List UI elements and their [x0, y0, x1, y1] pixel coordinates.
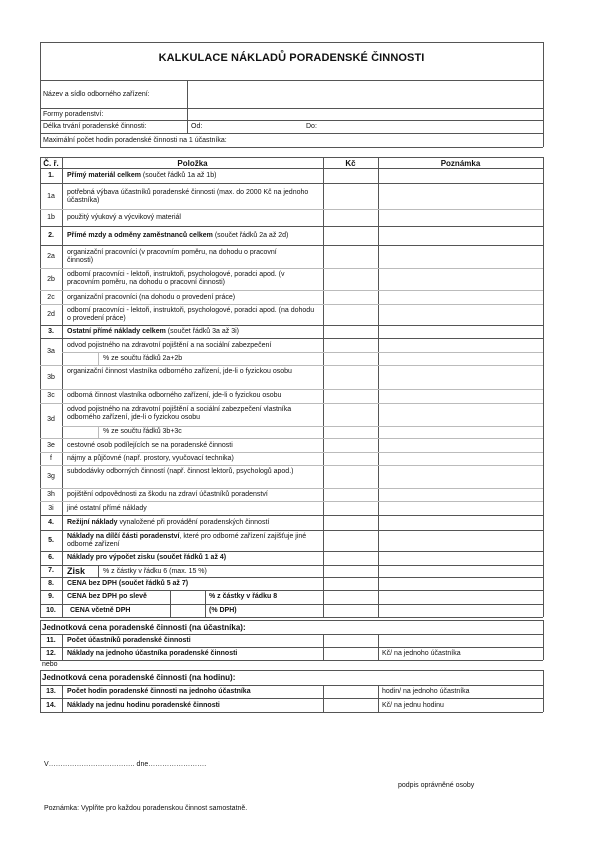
row-3a-percent-input[interactable]	[63, 353, 97, 364]
row-no-14: 14.	[46, 702, 56, 709]
row-no-3c: 3c	[47, 392, 55, 399]
row-3d-percent-input[interactable]	[63, 427, 97, 437]
row-2b-label: odborní pracovníci - lektoři, instruktoři, psychologové, poradci apod. (v pracovním poměru, na dohodu o pracovní činnosti)	[67, 271, 285, 286]
kc-cell-14[interactable]	[324, 699, 377, 712]
row-10-vat-label: (% DPH)	[209, 607, 237, 614]
row-no-13: 13.	[46, 688, 56, 695]
row-no-2b: 2b	[47, 276, 55, 283]
col-header-no: Č. ř.	[43, 159, 59, 168]
row-no-7: 7.	[48, 567, 54, 574]
from-label: Od:	[191, 123, 203, 130]
row-3-hint: (součet řádků 3a až 3i)	[165, 328, 239, 335]
row-no-9: 9.	[48, 593, 54, 600]
row-5-hint: , které pro odborné zařízení zajišťuje jiné odborné zařízení	[67, 533, 307, 548]
row-no-10: 10.	[46, 607, 56, 614]
row-1a-label: potřebná výbava účastníků poradenské činnosti (max. do 2000 Kč na jednoho účastníka)	[67, 189, 309, 204]
row-9-percent-input[interactable]	[171, 591, 204, 603]
row-2-label	[67, 232, 288, 240]
row-no-2a: 2a	[47, 253, 55, 260]
row-7-percent-label: % z částky v řádku 6 (max. 15 %)	[103, 568, 207, 575]
row-no-3e: 3e	[47, 442, 55, 449]
row-no-1a: 1a	[47, 193, 55, 200]
row-no-3a: 3a	[47, 348, 55, 355]
row-2-hint: (součet řádků 2a až 2d)	[212, 232, 289, 239]
row-no-2c: 2c	[47, 294, 55, 301]
row-no-3b: 3b	[47, 374, 55, 381]
row-8-label: CENA bez DPH (součet řádků 5 až 7)	[67, 580, 189, 587]
row-2-title: Přímé mzdy a odměny zaměstnanců celkem	[67, 232, 213, 239]
row-no-2: 2.	[48, 232, 54, 239]
kc-cell-5[interactable]	[324, 531, 377, 551]
row-5-label	[67, 533, 317, 549]
row-no-3: 3.	[48, 328, 54, 335]
row-4-title: Režijní náklady	[67, 519, 118, 526]
row-13-label: Počet hodin poradenské činnosti na jednoho účastníka	[67, 688, 251, 695]
row-3d-percent-label: % ze součtu řádků 3b+3c	[103, 428, 182, 435]
row-no-6: 6.	[48, 554, 54, 561]
row-3g-label: subdodávky odborných činností (např. činnost lektorů, psychologů apod.)	[67, 468, 294, 475]
row-12-note: Kč/ na jednoho účastníka	[382, 650, 461, 657]
row-no-1: 1.	[48, 172, 54, 179]
col-header-kc: Kč	[345, 159, 356, 168]
place-date-line: V………………………………. dne…………………….	[44, 761, 207, 768]
kc-cell-2[interactable]	[324, 227, 377, 245]
kc-cell-4[interactable]	[324, 516, 377, 530]
kc-cell-1a[interactable]	[324, 184, 377, 209]
row-3f-label: nájmy a půjčovné (např. prostory, vyučovací technika)	[67, 455, 234, 462]
row-3c-label: odborná činnost vlastníka odborného zařízení, jde-li o fyzickou osobu	[67, 392, 282, 399]
to-label: Do:	[306, 123, 317, 130]
row-2d-label: odborní pracovníci - lektoři, instruktoři, psychologové, poradci apod. (na dohodu o provedení práce)	[67, 307, 315, 322]
row-1b-label: použitý výukový a výcvikový materiál	[67, 214, 181, 221]
row-no-12: 12.	[46, 650, 56, 657]
row-11-label: Počet účastníků poradenské činnosti	[67, 637, 191, 644]
max-hours-label: Maximální počet hodin poradenské činnosti na 1 účastníka:	[43, 137, 227, 144]
row-1-label	[67, 172, 216, 180]
row-no-5: 5.	[48, 537, 54, 544]
page-title: KALKULACE NÁKLADŮ PORADENSKÉ ČINNOSTI	[158, 52, 425, 64]
row-no-2d: 2d	[47, 311, 55, 318]
signature-label: podpis oprávněné osoby	[398, 782, 475, 789]
row-2c-label: organizační pracovníci (na dohodu o provedení práce)	[67, 294, 236, 301]
footer-note: Poznámka: Vyplňte pro každou poradenskou činnost samostatně.	[44, 805, 248, 812]
kc-cell-6[interactable]	[324, 552, 377, 565]
row-no-4: 4.	[48, 519, 54, 526]
facility-name-field[interactable]	[188, 81, 542, 108]
kc-cell-11[interactable]	[324, 635, 377, 647]
row-1-hint: (součet řádků 1a až 1b)	[140, 172, 217, 179]
kc-cell-8[interactable]	[324, 578, 377, 590]
row-3a-percent-label: % ze součtu řádků 2a+2b	[103, 355, 183, 362]
col-header-item: Položka	[177, 159, 208, 168]
kc-cell-1[interactable]	[324, 169, 377, 183]
row-4-label	[67, 519, 269, 527]
row-no-11: 11.	[46, 637, 56, 644]
row-4-hint: vynaložené při provádění poradenských činností	[117, 519, 270, 526]
row-14-note: Kč/ na jednu hodinu	[382, 702, 444, 709]
row-10-vat-input[interactable]	[171, 605, 204, 616]
row-3-label	[67, 328, 239, 336]
row-10-label: CENA včetně DPH	[70, 607, 131, 614]
row-13-note: hodin/ na jednoho účastníka	[382, 688, 470, 695]
unit-hour-heading: Jednotková cena poradenské činnosti (na hodinu):	[42, 673, 236, 682]
kc-cell-12[interactable]	[324, 648, 377, 660]
row-9-percent-label: % z částky v řádku 8	[209, 593, 278, 600]
row-3-title: Ostatní přímé náklady celkem	[67, 328, 166, 335]
row-no-8: 8.	[48, 580, 54, 587]
row-no-3g: 3g	[47, 473, 55, 480]
duration-label: Délka trvání poradenské činnosti:	[43, 123, 147, 130]
row-3h-label: pojištění odpovědnosti za škodu na zdraví účastníků poradenství	[67, 491, 268, 498]
from-field[interactable]	[205, 121, 300, 132]
row-3i-label: jiné ostatní přímé náklady	[67, 505, 147, 512]
row-12-label: Náklady na jednoho účastníka poradenské činnosti	[67, 650, 238, 657]
row-3d-label: odvod pojistného na zdravotní pojištění a sociální zabezpečení vlastníka odborného zařízení, jde-li o fyzickou osobu	[67, 406, 292, 421]
row-7-label: Zisk	[67, 566, 86, 576]
row-no-3i: 3i	[48, 505, 54, 512]
to-field[interactable]	[320, 121, 542, 132]
row-5-title: Náklady na dílčí části poradenství	[67, 533, 180, 540]
row-3b-label: organizační činnost vlastníka odborného zařízení, jde-li o fyzickou osobu	[67, 368, 292, 375]
or-label: nebo	[42, 661, 58, 668]
kc-cell-1b[interactable]	[324, 210, 377, 226]
row-6-label: Náklady pro výpočet zisku (součet řádků 1 až 4)	[67, 554, 227, 561]
row-no-1b: 1b	[47, 214, 55, 221]
row-no-3d: 3d	[47, 416, 55, 423]
forms-label: Formy poradenství:	[43, 111, 104, 118]
row-no-3h: 3h	[47, 491, 55, 498]
row-2a-label: organizační pracovníci (v pracovním poměru, na dohodu o pracovní činnosti)	[67, 249, 277, 264]
row-14-label: Náklady na jednu hodinu poradenské činnosti	[67, 702, 220, 709]
unit-participant-heading: Jednotková cena poradenské činnosti (na účastníka):	[42, 623, 246, 632]
kc-cell-7[interactable]	[324, 566, 377, 577]
kc-cell-10[interactable]	[324, 605, 377, 617]
kc-cell-13[interactable]	[324, 686, 377, 698]
col-header-note: Poznámka	[440, 159, 481, 168]
row-no-3f: f	[50, 455, 52, 462]
row-1-title: Přímý materiál celkem	[67, 172, 141, 179]
forms-field[interactable]	[188, 109, 542, 120]
kc-cell-9[interactable]	[324, 591, 377, 604]
row-3e-label: cestovné osob podílejících se na poradenské činnosti	[67, 442, 233, 449]
row-9-label: CENA bez DPH po slevě	[67, 593, 147, 600]
row-3a-label: odvod pojistného na zdravotní pojištění a na sociální zabezpečení	[67, 342, 272, 349]
facility-name-label: Název a sídlo odborného zařízení:	[43, 91, 150, 98]
